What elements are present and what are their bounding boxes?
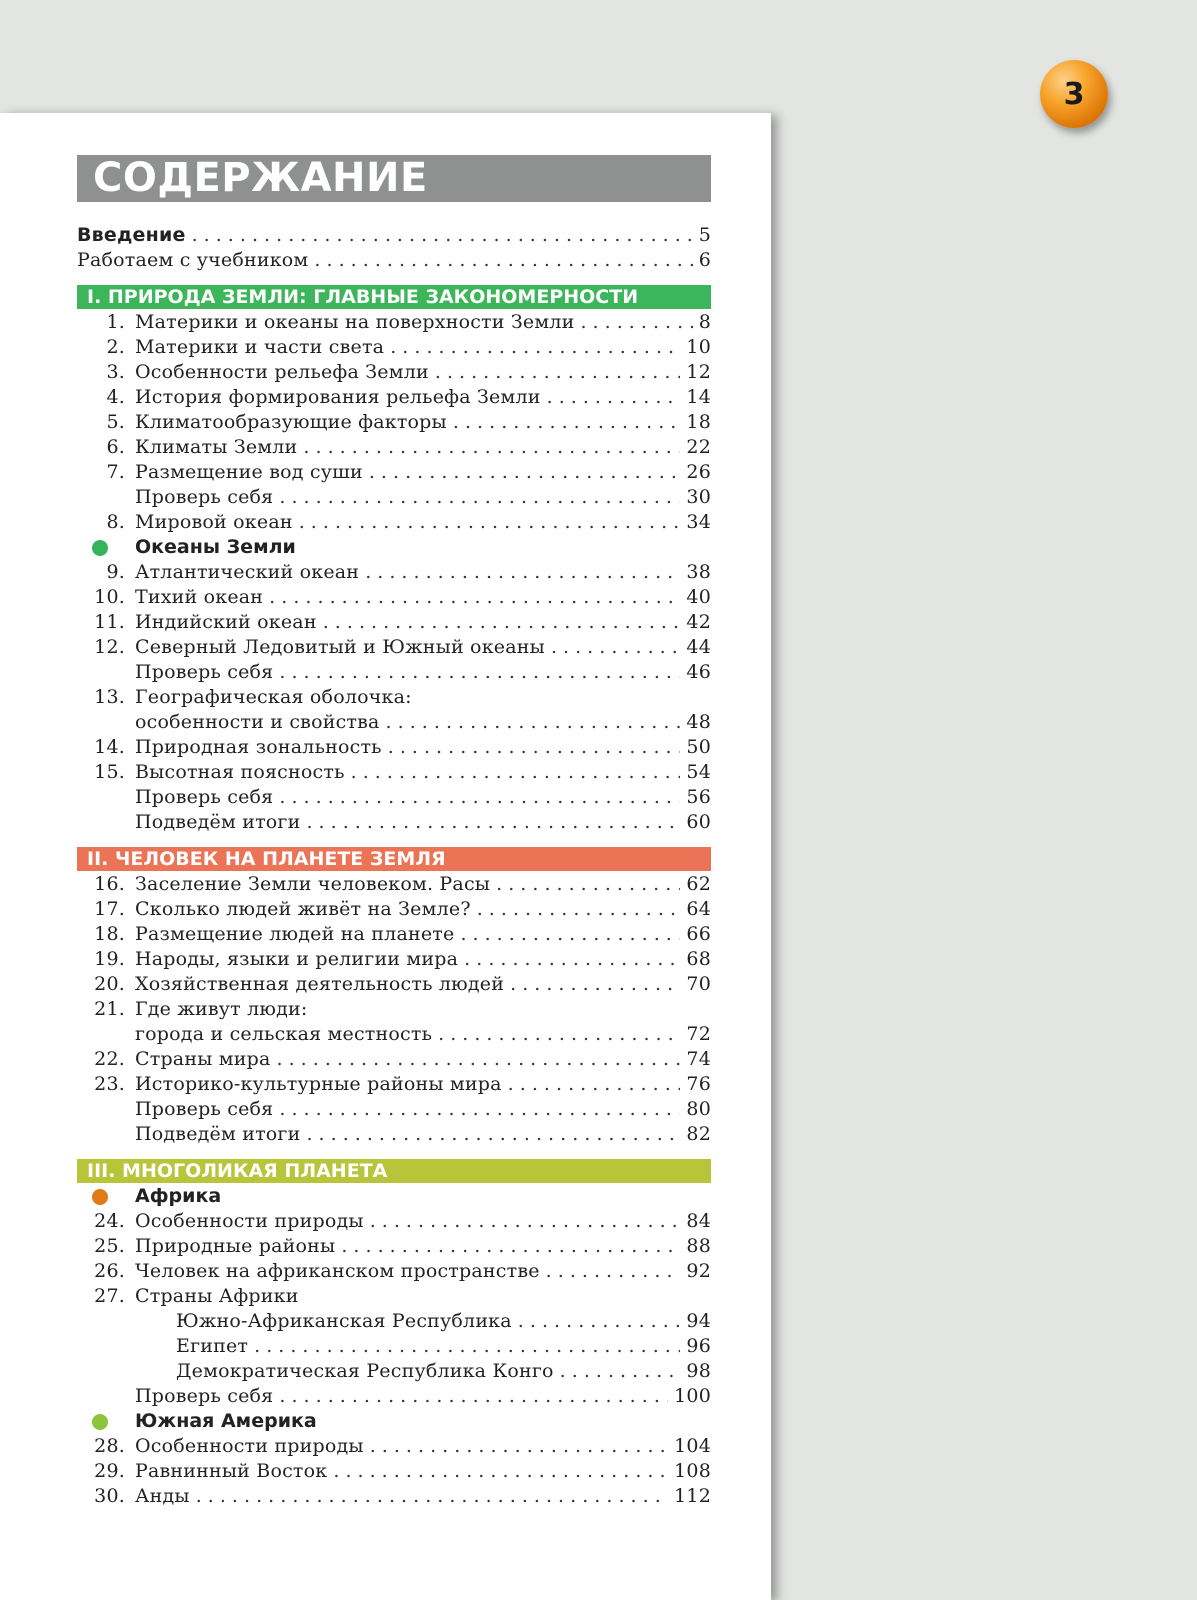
leader-dots xyxy=(464,947,680,972)
toc-entry[interactable] xyxy=(77,585,711,610)
entry-title: Тихий океан xyxy=(135,586,264,608)
entry-title: Проверь себя xyxy=(135,486,274,508)
entry-title: особенности и свойства xyxy=(135,711,380,733)
toc-entry[interactable] xyxy=(77,1047,711,1072)
leader-dots xyxy=(277,1047,681,1072)
entry-page: 38 xyxy=(686,561,711,583)
entry-page: 60 xyxy=(686,811,711,833)
toc-entry[interactable] xyxy=(77,810,711,835)
toc-entry[interactable] xyxy=(77,947,711,972)
leader-dots xyxy=(370,1209,681,1234)
entry-number: 20. xyxy=(94,973,125,995)
entry-number: 12. xyxy=(94,636,125,658)
leader-dots xyxy=(333,1459,668,1484)
entry-number: 1. xyxy=(106,311,125,333)
entry-title: Равнинный Восток xyxy=(135,1460,328,1482)
toc-entry[interactable] xyxy=(77,1484,711,1509)
entry-number: 18. xyxy=(94,923,125,945)
toc-entry[interactable] xyxy=(77,1022,711,1047)
entry-number: 21. xyxy=(94,998,125,1020)
toc-entry[interactable] xyxy=(77,785,711,810)
entry-page: 98 xyxy=(686,1360,711,1382)
entry-number: 28. xyxy=(94,1435,125,1457)
toc-entry[interactable] xyxy=(77,872,711,897)
entry-title: Материки и части света xyxy=(135,336,385,358)
toc-entry[interactable] xyxy=(77,410,711,435)
leader-dots xyxy=(518,1309,681,1334)
leader-dots xyxy=(435,360,681,385)
entry-page: 22 xyxy=(686,436,711,458)
entry-number: 16. xyxy=(94,873,125,895)
entry-title: Материки и океаны на поверхности Земли xyxy=(135,311,575,333)
entry-number: 15. xyxy=(94,761,125,783)
entry-title: Народы, языки и религии мира xyxy=(135,948,459,970)
entry-number: 27. xyxy=(94,1285,125,1307)
orange-dot-icon xyxy=(92,1189,108,1205)
leader-dots xyxy=(560,1359,681,1384)
toc-entry[interactable] xyxy=(77,1334,711,1359)
entry-title: Географическая оболочка: xyxy=(135,686,412,708)
entry-number: 10. xyxy=(94,586,125,608)
leader-dots xyxy=(279,785,680,810)
entry-number: 29. xyxy=(94,1460,125,1482)
entry-page: 70 xyxy=(686,973,711,995)
toc-entry[interactable] xyxy=(77,335,711,360)
section-header-human: II. ЧЕЛОВЕК НА ПЛАНЕТЕ ЗЕМЛЯ xyxy=(77,847,711,871)
toc-entry[interactable] xyxy=(77,1097,711,1122)
entry-title: Атлантический океан xyxy=(135,561,360,583)
page-number-badge: 3 xyxy=(1040,60,1108,128)
entry-number: 25. xyxy=(94,1235,125,1257)
entry-page: 68 xyxy=(686,948,711,970)
entry-title: История формирования рельефа Земли xyxy=(135,386,541,408)
entry-number: 13. xyxy=(94,686,125,708)
leader-dots xyxy=(254,1334,680,1359)
toc-entry[interactable] xyxy=(77,1259,711,1284)
entry-title: Подведём итоги xyxy=(135,1123,301,1145)
entry-title: Особенности природы xyxy=(135,1435,364,1457)
entry-page: 40 xyxy=(686,586,711,608)
entry-title: Где живут люди: xyxy=(135,998,308,1020)
toc-entry[interactable] xyxy=(77,1234,711,1259)
entry-title: Хозяйственная деятельность людей xyxy=(135,973,505,995)
subhead-south-america: Южная Америка xyxy=(77,1409,711,1434)
toc-entry[interactable] xyxy=(77,485,711,510)
entry-page: 44 xyxy=(686,636,711,658)
leader-dots xyxy=(496,872,680,897)
entry-title: Проверь себя xyxy=(135,661,274,683)
toc-entry[interactable] xyxy=(77,460,711,485)
entry-number: 4. xyxy=(106,386,125,408)
entry-page: 76 xyxy=(686,1073,711,1095)
toc-entry[interactable] xyxy=(77,710,711,735)
leader-dots xyxy=(508,1072,681,1097)
leader-dots xyxy=(279,1097,680,1122)
entry-page: 34 xyxy=(686,511,711,533)
toc-entry-working-with-textbook[interactable]: Работаем с учебником . . . 6 xyxy=(77,248,711,273)
entry-page: 14 xyxy=(686,386,711,408)
entry-title: Историко-культурные районы мира xyxy=(135,1073,502,1095)
entry-title: Размещение вод суши xyxy=(135,461,363,483)
entry-title: Сколько людей живёт на Земле? xyxy=(135,898,471,920)
entry-page: 18 xyxy=(686,411,711,433)
entry-page: 56 xyxy=(686,786,711,808)
leader-dots xyxy=(303,435,680,460)
entry-title: Южно-Африканская Республика xyxy=(176,1310,512,1332)
entry-page: 92 xyxy=(686,1260,711,1282)
entry-title: Особенности природы xyxy=(135,1210,364,1232)
entry-page: 94 xyxy=(686,1310,711,1332)
toc-entry[interactable] xyxy=(77,435,711,460)
entry-number: 17. xyxy=(94,898,125,920)
toc-entry[interactable] xyxy=(77,997,711,1022)
toc-entry[interactable] xyxy=(77,1459,711,1484)
entry-number: 2. xyxy=(106,336,125,358)
entry-page: 88 xyxy=(686,1235,711,1257)
entry-page: 80 xyxy=(686,1098,711,1120)
entry-title: города и сельская местность xyxy=(135,1023,433,1045)
entry-title: Индийский океан xyxy=(135,611,317,633)
entry-title: Подведём итоги xyxy=(135,811,301,833)
leader-dots xyxy=(460,922,680,947)
toc-entry-intro[interactable]: Введение . . . 5 xyxy=(77,223,711,248)
entry-title: Северный Ледовитый и Южный океаны xyxy=(135,636,545,658)
leader-dots xyxy=(323,610,681,635)
subhead-africa: Африка xyxy=(77,1184,711,1209)
entry-number: 26. xyxy=(94,1260,125,1282)
leader-dots xyxy=(551,635,680,660)
entry-page: 108 xyxy=(674,1460,711,1482)
entry-page: 8 xyxy=(698,311,711,333)
toc-entry[interactable] xyxy=(77,610,711,635)
leader-dots xyxy=(386,710,681,735)
entry-number: 14. xyxy=(94,736,125,758)
toc-entry[interactable] xyxy=(77,1284,711,1309)
toc-entry[interactable] xyxy=(77,310,711,335)
entry-page: 26 xyxy=(686,461,711,483)
entry-page: 74 xyxy=(686,1048,711,1070)
entry-title: Мировой океан xyxy=(135,511,293,533)
toc-entry[interactable] xyxy=(77,635,711,660)
toc-entry[interactable] xyxy=(77,760,711,785)
entry-page: 96 xyxy=(686,1335,711,1357)
entry-number: 5. xyxy=(106,411,125,433)
entry-number: 8. xyxy=(106,511,125,533)
lime-dot-icon xyxy=(92,1414,108,1430)
entry-page: 30 xyxy=(686,486,711,508)
toc-entry[interactable] xyxy=(77,1309,711,1334)
entry-title: Проверь себя xyxy=(135,1098,274,1120)
leader-dots xyxy=(370,1434,668,1459)
toc-entry[interactable] xyxy=(77,660,711,685)
leader-dots xyxy=(279,660,680,685)
leader-dots xyxy=(510,972,680,997)
entry-page: 84 xyxy=(686,1210,711,1232)
toc-entry[interactable] xyxy=(77,1209,711,1234)
entry-title: Размещение людей на планете xyxy=(135,923,455,945)
leader-dots xyxy=(365,560,680,585)
entry-title: Природные районы xyxy=(135,1235,336,1257)
leader-dots xyxy=(580,310,692,335)
entry-title: Египет xyxy=(176,1335,249,1357)
leader-dots xyxy=(438,1022,680,1047)
leader-dots xyxy=(453,410,681,435)
toc-entry[interactable] xyxy=(77,385,711,410)
entry-page: 42 xyxy=(686,611,711,633)
toc-entry[interactable] xyxy=(77,360,711,385)
entry-title: Заселение Земли человеком. Расы xyxy=(135,873,491,895)
entry-page: 62 xyxy=(686,873,711,895)
entry-title: Страны мира xyxy=(135,1048,271,1070)
entry-title: Климаты Земли xyxy=(135,436,298,458)
entry-number: 6. xyxy=(106,436,125,458)
toc-entry[interactable] xyxy=(77,735,711,760)
toc-entry[interactable] xyxy=(77,560,711,585)
leader-dots xyxy=(388,735,681,760)
entry-title: Страны Африки xyxy=(135,1285,299,1307)
entry-page: 12 xyxy=(686,361,711,383)
toc-entry[interactable] xyxy=(77,922,711,947)
toc-entry[interactable] xyxy=(77,897,711,922)
toc-entry[interactable] xyxy=(77,510,711,535)
leader-dots xyxy=(351,760,681,785)
toc-entry[interactable]: Проверь себя . . . 100 xyxy=(77,1384,711,1409)
toc-entry[interactable] xyxy=(77,685,711,710)
entry-page: 66 xyxy=(686,923,711,945)
leader-dots xyxy=(306,810,680,835)
leader-dots xyxy=(341,1234,680,1259)
leader-dots xyxy=(279,485,680,510)
entry-page: 82 xyxy=(686,1123,711,1145)
leader-dots xyxy=(477,897,681,922)
toc-entry[interactable] xyxy=(77,972,711,997)
entry-number: 11. xyxy=(94,611,125,633)
green-dot-icon xyxy=(92,540,108,556)
entry-title: Анды xyxy=(135,1485,190,1507)
entry-page: 64 xyxy=(686,898,711,920)
entry-title: Климатообразующие факторы xyxy=(135,411,447,433)
entry-page: 54 xyxy=(686,761,711,783)
toc-entry[interactable] xyxy=(77,1434,711,1459)
leader-dots xyxy=(547,385,681,410)
subhead-oceans: Океаны Земли xyxy=(77,535,711,560)
entry-title: Природная зональность xyxy=(135,736,382,758)
entry-title: Особенности рельефа Земли xyxy=(135,361,429,383)
entry-number: 7. xyxy=(106,461,125,483)
leader-dots xyxy=(306,1122,680,1147)
entry-number: 9. xyxy=(106,561,125,583)
toc-title: СОДЕРЖАНИЕ xyxy=(77,155,711,202)
entry-page: 112 xyxy=(674,1485,711,1507)
entry-number: 30. xyxy=(94,1485,125,1507)
entry-number: 23. xyxy=(94,1073,125,1095)
leader-dots xyxy=(196,1484,668,1509)
entry-page: 104 xyxy=(674,1435,711,1457)
table-of-contents xyxy=(77,223,711,1509)
toc-entry[interactable] xyxy=(77,1072,711,1097)
entry-number: 19. xyxy=(94,948,125,970)
entry-title: Демократическая Республика Конго xyxy=(176,1360,554,1382)
entry-title: Проверь себя xyxy=(135,786,274,808)
leader-dots xyxy=(390,335,680,360)
toc-entry[interactable] xyxy=(77,1122,711,1147)
leader-dots xyxy=(546,1259,681,1284)
section-header-nature: I. ПРИРОДА ЗЕМЛИ: ГЛАВНЫЕ ЗАКОНОМЕРНОСТИ xyxy=(77,285,711,309)
leader-dots xyxy=(269,585,680,610)
entry-title: Человек на африканском пространстве xyxy=(135,1260,540,1282)
entry-page: 48 xyxy=(686,711,711,733)
entry-page: 10 xyxy=(686,336,711,358)
entry-number: 24. xyxy=(94,1210,125,1232)
entry-page: 50 xyxy=(686,736,711,758)
entry-number: 3. xyxy=(106,361,125,383)
entry-title: Высотная поясность xyxy=(135,761,345,783)
entry-page: 72 xyxy=(686,1023,711,1045)
section-header-planet: III. МНОГОЛИКАЯ ПЛАНЕТА xyxy=(77,1159,711,1183)
leader-dots xyxy=(299,510,681,535)
leader-dots xyxy=(369,460,681,485)
toc-entry[interactable] xyxy=(77,1359,711,1384)
entry-number: 22. xyxy=(94,1048,125,1070)
entry-page: 46 xyxy=(686,661,711,683)
